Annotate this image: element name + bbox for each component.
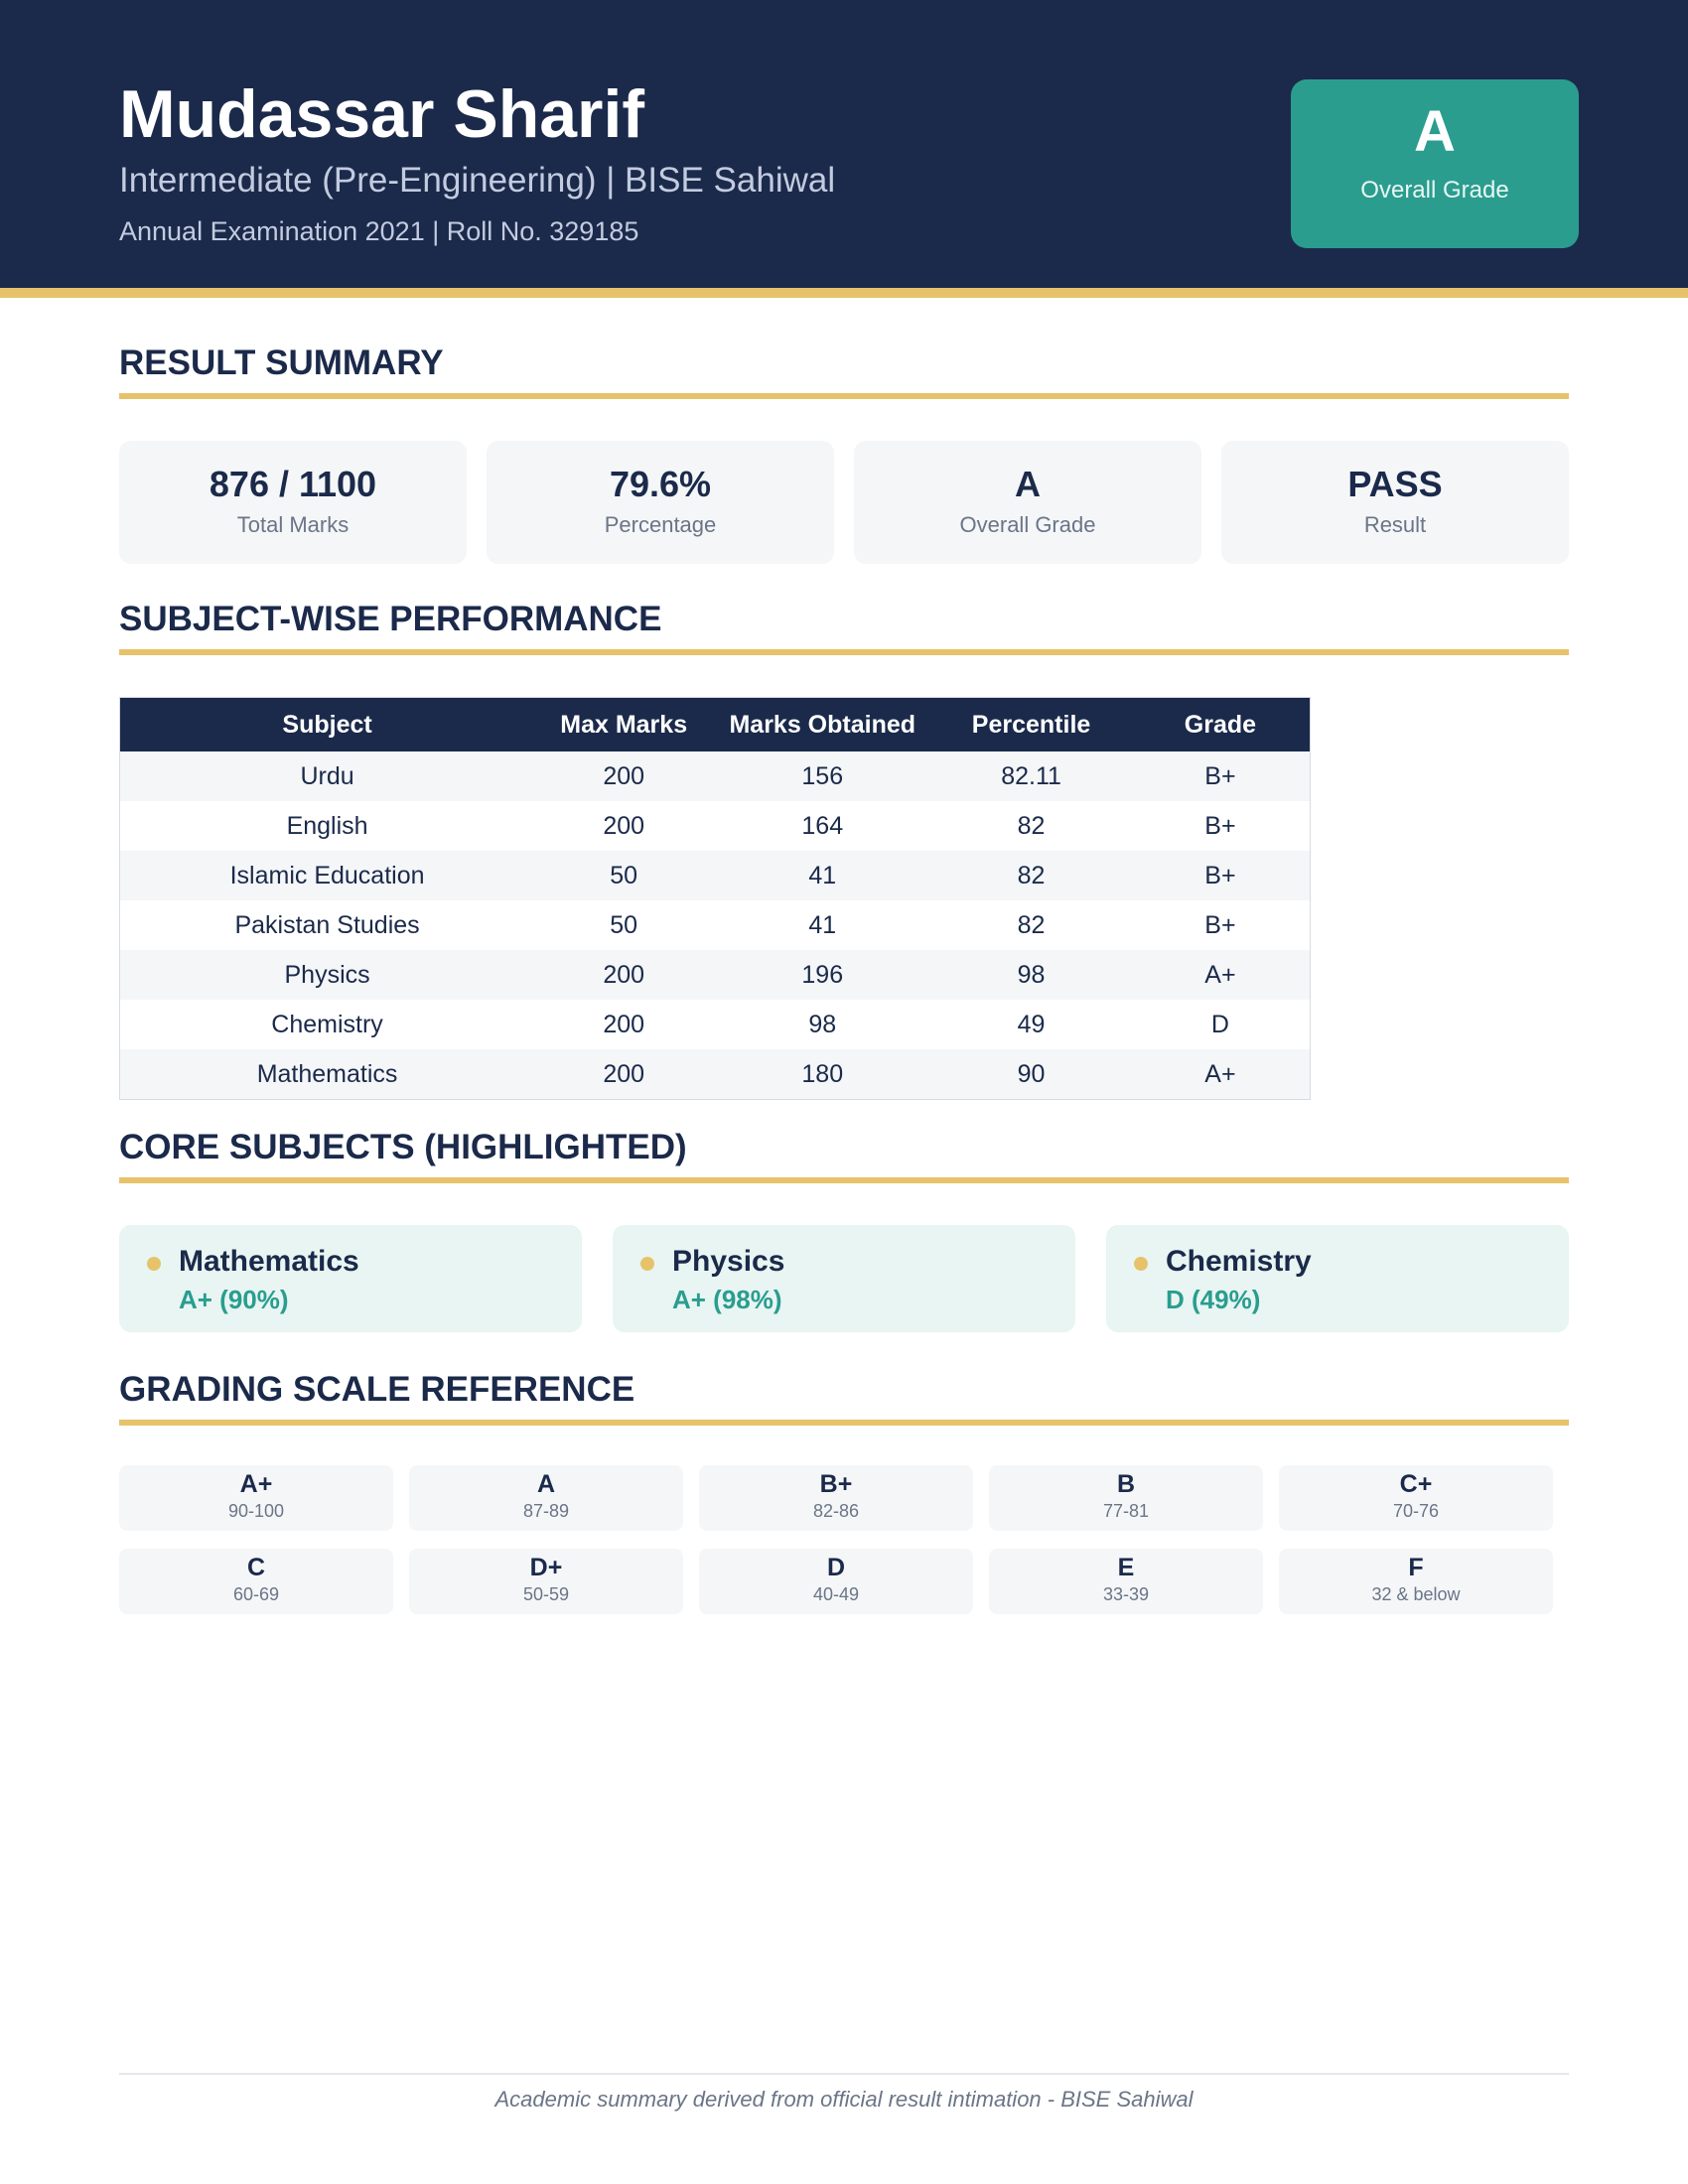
scale-range: 33-39 — [1102, 1583, 1150, 1604]
table-row — [120, 900, 1311, 950]
cell-subject: Urdu — [120, 751, 535, 801]
cell-max-marks: 200 — [534, 801, 713, 851]
cell-percentile: 49 — [931, 1000, 1131, 1049]
cell-marks-obtained: 180 — [713, 1049, 931, 1100]
summary-card-overall-grade — [854, 441, 1201, 564]
cell-max-marks: 200 — [534, 1049, 713, 1100]
table-row — [120, 801, 1311, 851]
cell-subject: Pakistan Studies — [120, 900, 535, 950]
cell-grade: B+ — [1131, 851, 1311, 900]
table-header-row — [120, 698, 1311, 752]
core-subject-card-mathematics — [119, 1225, 582, 1332]
cell-subject: Chemistry — [120, 1000, 535, 1049]
footer-note: Academic summary derived from official result intimation - BISE Sahiwal — [494, 2087, 1194, 2112]
cell-percentile: 82.11 — [931, 751, 1131, 801]
cell-subject: English — [120, 801, 535, 851]
grade-scale-item — [119, 1465, 393, 1531]
table-row — [120, 1049, 1311, 1100]
core-subject-grade: D (49%) — [1166, 1285, 1261, 1314]
cell-percentile: 82 — [931, 900, 1131, 950]
summary-label: Total Marks — [236, 511, 350, 537]
scale-range: 60-69 — [232, 1583, 280, 1604]
core-subject-grade: A+ (90%) — [179, 1285, 289, 1314]
column-header: Subject — [120, 698, 535, 752]
cell-percentile: 82 — [931, 851, 1131, 900]
cell-marks-obtained: 164 — [713, 801, 931, 851]
cell-grade: B+ — [1131, 751, 1311, 801]
grade-scale-item — [1279, 1549, 1553, 1614]
cell-percentile: 90 — [931, 1049, 1131, 1100]
cell-max-marks: 200 — [534, 1000, 713, 1049]
summary-card-total-marks — [119, 441, 467, 564]
overall-grade-label: Overall Grade — [1360, 177, 1509, 204]
footer-divider — [119, 2073, 1569, 2075]
summary-value: A — [1015, 464, 1041, 504]
scale-grade: D+ — [529, 1554, 563, 1581]
overall-grade-badge — [1291, 79, 1579, 248]
scale-range: 82-86 — [812, 1500, 860, 1521]
summary-card-percentage — [487, 441, 834, 564]
table-row — [120, 1000, 1311, 1049]
cell-percentile: 82 — [931, 801, 1131, 851]
column-header: Grade — [1131, 698, 1311, 752]
grade-scale-item — [989, 1549, 1263, 1614]
scale-grade: A — [536, 1470, 556, 1498]
exam-info: Annual Examination 2021 | Roll No. 329185 — [119, 216, 639, 246]
column-header: Percentile — [931, 698, 1131, 752]
scale-grade: C — [246, 1554, 266, 1581]
table-row — [120, 751, 1311, 801]
summary-card-result — [1221, 441, 1569, 564]
scale-range: 32 & below — [1371, 1583, 1461, 1604]
section-title-grading-scale: GRADING SCALE REFERENCE — [119, 1370, 1569, 1426]
scale-range: 70-76 — [1392, 1500, 1440, 1521]
cell-subject: Physics — [120, 950, 535, 1000]
scale-grade: B — [1116, 1470, 1136, 1498]
cell-marks-obtained: 196 — [713, 950, 931, 1000]
column-header: Max Marks — [534, 698, 713, 752]
scale-grade: C+ — [1399, 1470, 1433, 1498]
core-subject-grade: A+ (98%) — [672, 1285, 782, 1314]
cell-marks-obtained: 41 — [713, 851, 931, 900]
grade-scale-item — [409, 1465, 683, 1531]
scale-range: 50-59 — [522, 1583, 570, 1604]
cell-subject: Islamic Education — [120, 851, 535, 900]
summary-label: Overall Grade — [959, 511, 1096, 537]
scale-range: 87-89 — [522, 1500, 570, 1521]
page-header — [0, 0, 1688, 298]
table-row — [120, 950, 1311, 1000]
grade-scale-item — [699, 1549, 973, 1614]
section-title-core-subjects: CORE SUBJECTS (HIGHLIGHTED) — [119, 1128, 1569, 1183]
section-title-performance: SUBJECT-WISE PERFORMANCE — [119, 600, 1569, 655]
grade-scale-item — [1279, 1465, 1553, 1531]
grade-scale-item — [989, 1465, 1263, 1531]
cell-grade: B+ — [1131, 801, 1311, 851]
grade-scale-item — [119, 1549, 393, 1614]
scale-grade: D — [826, 1554, 846, 1581]
overall-grade-letter: A — [1414, 99, 1456, 164]
cell-max-marks: 200 — [534, 950, 713, 1000]
scale-range: 90-100 — [227, 1500, 285, 1521]
cell-percentile: 98 — [931, 950, 1131, 1000]
cell-max-marks: 50 — [534, 851, 713, 900]
core-subject-name: Chemistry — [1166, 1245, 1312, 1278]
cell-subject: Mathematics — [120, 1049, 535, 1100]
cell-grade: A+ — [1131, 950, 1311, 1000]
bullet-dot-icon — [1134, 1257, 1148, 1271]
grade-scale-item — [409, 1549, 683, 1614]
column-header: Marks Obtained — [713, 698, 931, 752]
cell-marks-obtained: 41 — [713, 900, 931, 950]
scale-grade: F — [1408, 1554, 1424, 1581]
table-row — [120, 851, 1311, 900]
scale-grade: B+ — [819, 1470, 853, 1498]
cell-max-marks: 50 — [534, 900, 713, 950]
summary-label: Percentage — [604, 511, 717, 537]
cell-grade: A+ — [1131, 1049, 1311, 1100]
program-info: Intermediate (Pre-Engineering) | BISE Sahiwal — [119, 161, 836, 200]
summary-label: Result — [1363, 511, 1427, 537]
scale-range: 40-49 — [812, 1583, 860, 1604]
core-subject-card-chemistry — [1106, 1225, 1569, 1332]
summary-value: PASS — [1347, 464, 1443, 504]
cell-marks-obtained: 98 — [713, 1000, 931, 1049]
summary-value: 876 / 1100 — [209, 464, 377, 504]
cell-marks-obtained: 156 — [713, 751, 931, 801]
core-subject-card-physics — [613, 1225, 1075, 1332]
cell-max-marks: 200 — [534, 751, 713, 801]
performance-table — [119, 697, 1311, 1100]
bullet-dot-icon — [147, 1257, 161, 1271]
student-name: Mudassar Sharif — [119, 76, 645, 152]
cell-grade: B+ — [1131, 900, 1311, 950]
bullet-dot-icon — [640, 1257, 654, 1271]
grade-scale-item — [699, 1465, 973, 1531]
core-subject-name: Physics — [672, 1245, 785, 1278]
summary-value: 79.6% — [609, 464, 712, 504]
scale-range: 77-81 — [1102, 1500, 1150, 1521]
scale-grade: E — [1117, 1554, 1135, 1581]
section-title-summary: RESULT SUMMARY — [119, 343, 1569, 399]
core-subject-name: Mathematics — [179, 1245, 359, 1278]
cell-grade: D — [1131, 1000, 1311, 1049]
scale-grade: A+ — [239, 1470, 273, 1498]
